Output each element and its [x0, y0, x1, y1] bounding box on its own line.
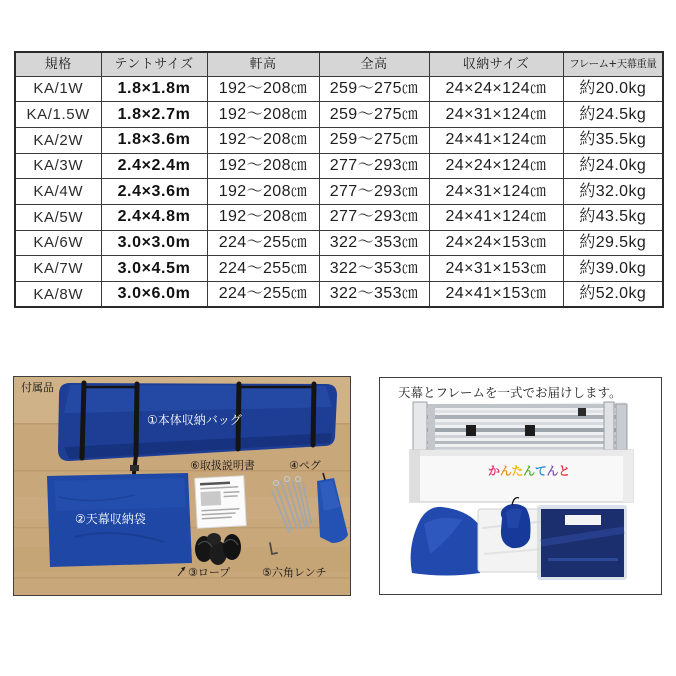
cell-tent-size: 3.0×3.0m — [101, 230, 207, 256]
cell-eave-height: 224〜255㎝ — [207, 230, 319, 256]
cell-model: KA/6W — [15, 230, 101, 256]
cell-total-height: 259〜275㎝ — [319, 102, 429, 128]
cell-weight: 約52.0kg — [563, 282, 663, 308]
cell-tent-size: 1.8×1.8m — [101, 76, 207, 102]
label-pegs: ④ペグ — [289, 459, 321, 472]
label-canopy-bag: ②天幕収納袋 — [75, 512, 146, 526]
logo-letter: ん — [523, 464, 535, 478]
accessories-title: 付属品 — [21, 381, 54, 394]
package-photo — [379, 377, 662, 595]
cell-model: KA/5W — [15, 204, 101, 230]
cell-total-height: 322〜353㎝ — [319, 256, 429, 282]
table-row — [15, 179, 663, 205]
label-main-bag: ①本体収納バッグ — [147, 413, 242, 427]
table-row — [15, 102, 663, 128]
cell-total-height: 277〜293㎝ — [319, 153, 429, 179]
header-storage-size: 収納サイズ — [429, 52, 563, 76]
cell-weight: 約39.0kg — [563, 256, 663, 282]
cell-storage-size: 24×41×124㎝ — [429, 204, 563, 230]
cell-tent-size: 1.8×2.7m — [101, 102, 207, 128]
cell-model: KA/1W — [15, 76, 101, 102]
header-weight: フレーム+天幕重量 — [563, 52, 663, 76]
instruction-manual — [195, 476, 247, 528]
accessories-photo — [13, 376, 351, 596]
cell-tent-size: 2.4×4.8m — [101, 204, 207, 230]
cell-weight: 約35.5kg — [563, 127, 663, 153]
product-logo — [488, 465, 570, 477]
spec-table — [14, 51, 664, 308]
cell-storage-size: 24×24×124㎝ — [429, 76, 563, 102]
cell-storage-size: 24×24×153㎝ — [429, 230, 563, 256]
cell-storage-size: 24×41×124㎝ — [429, 127, 563, 153]
cell-tent-size: 2.4×3.6m — [101, 179, 207, 205]
header-row — [15, 52, 663, 76]
cell-model: KA/3W — [15, 153, 101, 179]
cell-tent-size: 1.8×3.6m — [101, 127, 207, 153]
logo-letter: た — [511, 464, 524, 478]
cell-storage-size: 24×41×153㎝ — [429, 282, 563, 308]
cell-eave-height: 192〜208㎝ — [207, 127, 319, 153]
header-total-height: 全高 — [319, 52, 429, 76]
label-hex-wrench: ⑤六角レンチ — [262, 566, 327, 579]
cell-model: KA/1.5W — [15, 102, 101, 128]
cell-weight: 約20.0kg — [563, 76, 663, 102]
cell-eave-height: 224〜255㎝ — [207, 256, 319, 282]
table-row — [15, 256, 663, 282]
cell-eave-height: 192〜208㎝ — [207, 204, 319, 230]
cell-eave-height: 192〜208㎝ — [207, 102, 319, 128]
accessories-illustration — [14, 377, 350, 595]
table-row — [15, 127, 663, 153]
logo-letter: ん — [546, 464, 559, 478]
cell-tent-size: 3.0×4.5m — [101, 256, 207, 282]
cell-model: KA/8W — [15, 282, 101, 308]
cell-tent-size: 2.4×2.4m — [101, 153, 207, 179]
cell-total-height: 277〜293㎝ — [319, 179, 429, 205]
cell-eave-height: 192〜208㎝ — [207, 179, 319, 205]
cell-weight: 約24.5kg — [563, 102, 663, 128]
cell-total-height: 277〜293㎝ — [319, 204, 429, 230]
label-manual: ⑥取扱説明書 — [190, 459, 255, 472]
logo-letter: と — [558, 464, 570, 478]
cell-weight: 約29.5kg — [563, 230, 663, 256]
logo-letter: て — [534, 464, 547, 478]
cell-total-height: 259〜275㎝ — [319, 127, 429, 153]
cell-storage-size: 24×24×124㎝ — [429, 153, 563, 179]
header-model: 規格 — [15, 52, 101, 76]
cell-storage-size: 24×31×153㎝ — [429, 256, 563, 282]
cell-total-height: 322〜353㎝ — [319, 282, 429, 308]
cell-weight: 約32.0kg — [563, 179, 663, 205]
header-tent-size: テントサイズ — [101, 52, 207, 76]
cell-total-height: 259〜275㎝ — [319, 76, 429, 102]
cell-eave-height: 224〜255㎝ — [207, 282, 319, 308]
cell-total-height: 322〜353㎝ — [319, 230, 429, 256]
logo-letter: か — [488, 464, 500, 478]
cell-storage-size: 24×31×124㎝ — [429, 179, 563, 205]
cell-model: KA/4W — [15, 179, 101, 205]
cell-tent-size: 3.0×6.0m — [101, 282, 207, 308]
table-row — [15, 230, 663, 256]
cell-storage-size: 24×31×124㎝ — [429, 102, 563, 128]
cell-model: KA/7W — [15, 256, 101, 282]
cell-model: KA/2W — [15, 127, 101, 153]
table-row — [15, 153, 663, 179]
table-row — [15, 204, 663, 230]
header-eave-height: 軒高 — [207, 52, 319, 76]
frame-package — [537, 505, 627, 580]
table-row — [15, 282, 663, 308]
package-caption: 天幕とフレームを一式でお届けします。 — [398, 385, 622, 400]
logo-letter: ん — [499, 464, 512, 478]
label-rope: ③ロープ — [188, 566, 231, 579]
cell-eave-height: 192〜208㎝ — [207, 153, 319, 179]
cell-weight: 約24.0kg — [563, 153, 663, 179]
package-illustration — [380, 378, 661, 594]
cell-weight: 約43.5kg — [563, 204, 663, 230]
cell-eave-height: 192〜208㎝ — [207, 76, 319, 102]
table-row — [15, 76, 663, 102]
